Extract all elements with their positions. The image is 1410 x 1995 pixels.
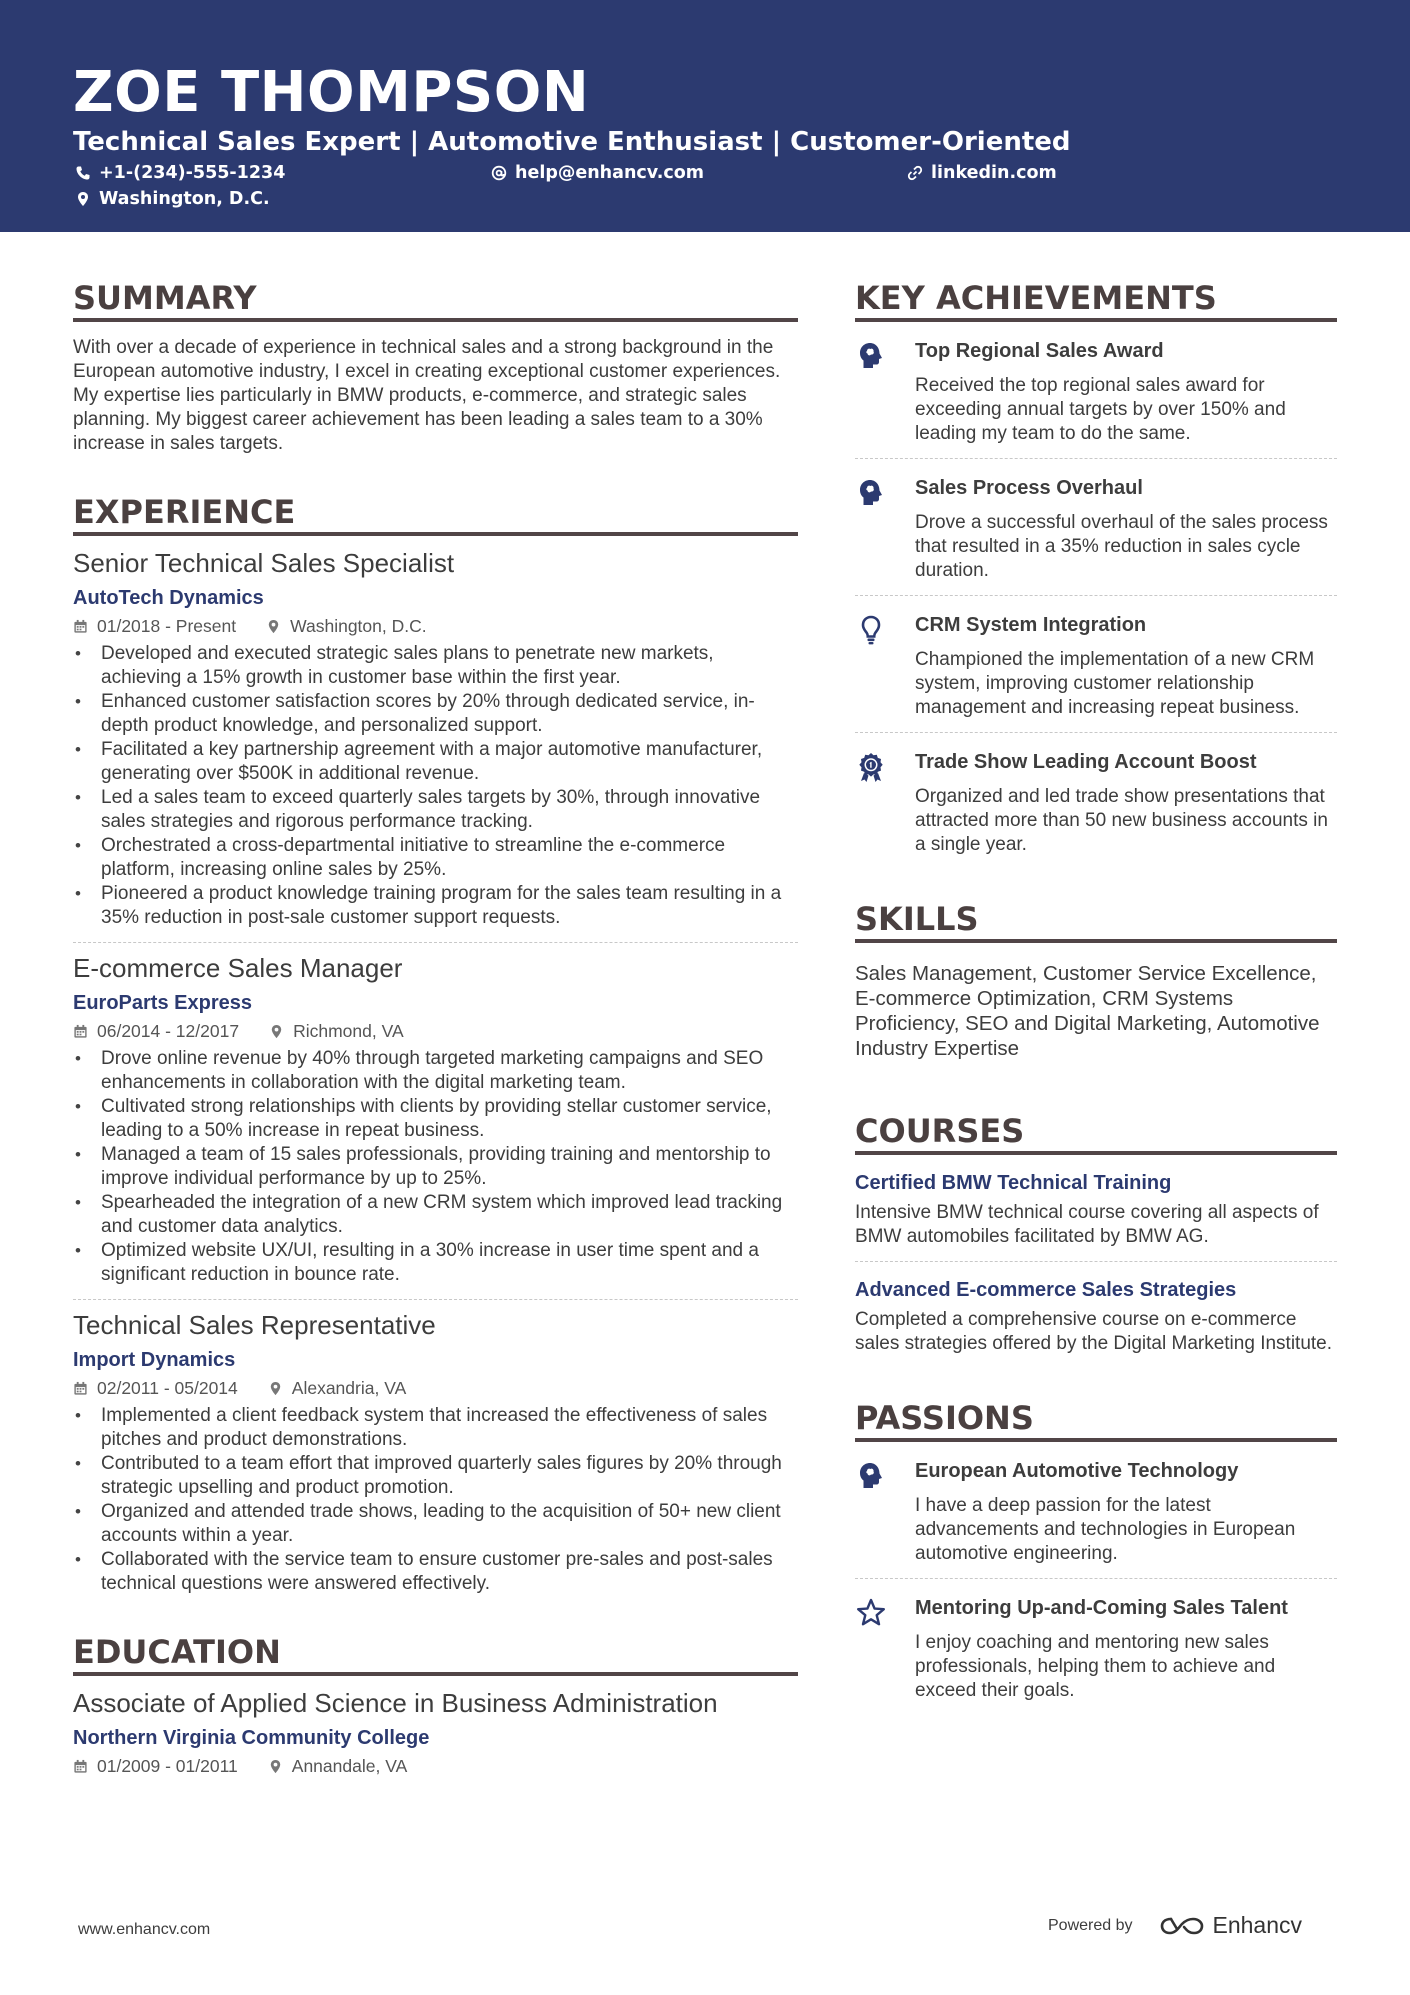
job-bullet: • Collaborated with the service team to ensure customer pre-sales and post-sales technical questions were answered effectively. (73, 1548, 798, 1596)
location-text: Washington, D.C. (99, 189, 270, 209)
head-icon (855, 1456, 895, 1566)
job-bullet: • Organized and attended trade shows, leading to the acquisition of 50+ new client accounts within a year. (73, 1500, 798, 1548)
achievement-desc: Drove a successful overhaul of the sales process that resulted in a 35% reduction in sales cycle duration. (915, 512, 1328, 581)
map-pin-icon (268, 1759, 283, 1774)
passion-item (855, 1579, 1337, 1715)
skills-section (855, 899, 1337, 1061)
job-bullet: • Contributed to a team effort that improved quarterly sales figures by 20% through strategic upselling and product promotion. (73, 1452, 798, 1500)
course-item (855, 1155, 1337, 1262)
footer-website[interactable]: www.enhancv.com (78, 1921, 211, 1938)
passions-section (855, 1398, 1337, 1715)
education-entry (73, 1676, 798, 1778)
contact-email[interactable] (491, 161, 704, 185)
job-bullet: • Implemented a client feedback system that increased the effectiveness of sales pitches and product demonstrations. (73, 1404, 798, 1452)
course-desc: Intensive BMW technical course covering all aspects of BMW automobiles facilitated by BMW AG. (855, 1202, 1319, 1247)
contact-location (75, 187, 270, 211)
achievement-title: CRM System Integration (915, 614, 1147, 636)
passion-item (855, 1442, 1337, 1579)
achievement-title: Sales Process Overhaul (915, 477, 1143, 499)
job-bullet: • Led a sales team to exceed quarterly sales targets by 30%, through innovative sales strategies and rigorous performance tracking. (73, 786, 798, 834)
candidate-name: ZOE THOMPSON (73, 60, 590, 125)
experience-entry (73, 943, 798, 1300)
skills-text: Sales Management, Customer Service Excellence, E-commerce Optimization, CRM Systems Proficiency, SEO and Digital Marketing, Automotive Industry Expertise (855, 962, 1320, 1060)
course-title: Advanced E-commerce Sales Strategies (855, 1279, 1237, 1301)
footer-branding (1048, 1912, 1302, 1939)
enhancv-logo[interactable] (1159, 1912, 1303, 1939)
award-ribbon-icon (855, 747, 895, 857)
section-title-experience: EXPERIENCE (73, 492, 798, 536)
head-icon (855, 473, 895, 583)
section-title-key-achievements: KEY ACHIEVEMENTS (855, 278, 1337, 322)
calendar-icon (73, 1759, 88, 1774)
at-icon (491, 165, 507, 181)
link-icon (907, 165, 923, 181)
job-bullet: • Developed and executed strategic sales plans to penetrate new markets, achieving a 15% growth in customer base within the first year. (73, 642, 798, 690)
section-title-courses: COURSES (855, 1111, 1337, 1155)
job-bullet: • Enhanced customer satisfaction scores by 20% through dedicated service, in-depth product knowledge, and personalized support. (73, 690, 798, 738)
achievement-body (915, 473, 1337, 583)
job-dates: 02/2011 - 05/2014 (97, 1378, 238, 1398)
achievement-desc: Organized and led trade show presentations that attracted more than 50 new business accounts in a single year. (915, 786, 1328, 855)
job-bullet: • Drove online revenue by 40% through targeted marketing campaigns and SEO enhancements in collaboration with the digital marketing team. (73, 1047, 798, 1095)
section-title-summary: SUMMARY (73, 278, 798, 322)
achievement-item (855, 596, 1337, 733)
passion-desc: I enjoy coaching and mentoring new sales professionals, helping them to achieve and exceed their goals. (915, 1632, 1276, 1701)
passion-body (915, 1456, 1337, 1566)
education-meta (73, 1754, 798, 1778)
achievement-body (915, 747, 1337, 857)
education-dates: 01/2009 - 01/2011 (97, 1756, 238, 1776)
job-bullet: • Cultivated strong relationships with clients by providing stellar customer service, leading to a 50% increase in repeat business. (73, 1095, 798, 1143)
experience-entry (73, 536, 798, 943)
job-dates: 01/2018 - Present (97, 616, 237, 636)
calendar-icon (73, 1024, 88, 1039)
job-location: Richmond, VA (293, 1021, 404, 1041)
section-title-education: EDUCATION (73, 1632, 798, 1676)
candidate-headline: Technical Sales Expert | Automotive Enthusiast | Customer-Oriented (73, 127, 1071, 157)
achievement-item (855, 459, 1337, 596)
section-title-passions: PASSIONS (855, 1398, 1337, 1442)
job-dates: 06/2014 - 12/2017 (97, 1021, 240, 1041)
company-name: EuroParts Express (73, 992, 252, 1014)
head-icon (855, 336, 895, 446)
map-pin-icon (269, 1024, 284, 1039)
summary-text: With over a decade of experience in technical sales and a strong background in the European automotive industry, I excel in creating exceptional customer experiences. My expertise lies particularly in BMW products, e-commerce, and strategic sales planning. My biggest career achievement has been leading a sales team to a 30% increase in sales targets. (73, 337, 781, 454)
job-bullet: • Optimized website UX/UI, resulting in a 30% increase in user time spent and a significant reduction in bounce rate. (73, 1239, 798, 1287)
calendar-icon (73, 619, 88, 634)
job-bullets (73, 1047, 798, 1287)
job-bullet: • Facilitated a key partnership agreement with a major automotive manufacturer, generating over $500K in additional revenue. (73, 738, 798, 786)
course-title: Certified BMW Technical Training (855, 1172, 1172, 1194)
resume-header (0, 0, 1410, 232)
map-pin-icon (266, 619, 281, 634)
phone-text: +1-(234)-555-1234 (99, 163, 286, 183)
school-name: Northern Virginia Community College (73, 1727, 430, 1749)
achievement-title: Top Regional Sales Award (915, 340, 1164, 362)
summary-section (73, 278, 798, 456)
contact-phone[interactable] (75, 161, 285, 185)
passion-title: Mentoring Up-and-Coming Sales Talent (915, 1597, 1288, 1619)
experience-entry (73, 1300, 798, 1608)
achievement-item (855, 733, 1337, 869)
course-item (855, 1262, 1337, 1368)
map-pin-icon (268, 1381, 283, 1396)
company-name: Import Dynamics (73, 1349, 236, 1371)
job-title: Technical Sales Representative (73, 1310, 436, 1340)
phone-icon (75, 165, 91, 181)
lightbulb-icon (855, 610, 895, 720)
passion-title: European Automotive Technology (915, 1460, 1239, 1482)
job-meta (73, 614, 798, 638)
achievement-desc: Received the top regional sales award for exceeding annual targets by over 150% and leading my team to do the same. (915, 375, 1286, 444)
job-bullet: • Orchestrated a cross-departmental initiative to streamline the e-commerce platform, increasing online sales by 25%. (73, 834, 798, 882)
achievement-desc: Championed the implementation of a new CRM system, improving customer relationship management and increasing repeat business. (915, 649, 1315, 718)
degree-title: Associate of Applied Science in Business Administration (73, 1688, 718, 1718)
right-column (855, 278, 1337, 1715)
calendar-icon (73, 1381, 88, 1396)
left-column (73, 278, 798, 1778)
powered-by-label: Powered by (1048, 1916, 1133, 1934)
education-location: Annandale, VA (291, 1756, 408, 1776)
education-section (73, 1632, 798, 1778)
key-achievements-section (855, 278, 1337, 869)
job-bullet: • Spearheaded the integration of a new CRM system which improved lead tracking and customer data analytics. (73, 1191, 798, 1239)
achievement-body (915, 610, 1337, 720)
job-title: E-commerce Sales Manager (73, 953, 403, 983)
linkedin-text: linkedin.com (931, 163, 1057, 183)
course-desc: Completed a comprehensive course on e-commerce sales strategies offered by the Digital Marketing Institute. (855, 1309, 1333, 1354)
star-icon (855, 1593, 895, 1703)
job-location: Alexandria, VA (291, 1378, 407, 1398)
infinity-logo-icon (1159, 1915, 1205, 1937)
experience-section (73, 492, 798, 1608)
section-title-skills: SKILLS (855, 899, 1337, 943)
courses-section (855, 1111, 1337, 1368)
achievement-body (915, 336, 1337, 446)
email-text: help@enhancv.com (515, 163, 705, 183)
job-bullets (73, 642, 798, 930)
achievement-item (855, 322, 1337, 459)
job-bullets (73, 1404, 798, 1596)
achievement-title: Trade Show Leading Account Boost (915, 751, 1257, 773)
job-meta (73, 1019, 798, 1043)
job-bullet: • Managed a team of 15 sales professionals, providing training and mentorship to improve individual performance by up to 25%. (73, 1143, 798, 1191)
contact-linkedin[interactable] (907, 161, 1057, 185)
passion-body (915, 1593, 1337, 1703)
brand-name: Enhancv (1212, 1912, 1303, 1938)
passion-desc: I have a deep passion for the latest advancements and technologies in European automotive engineering. (915, 1495, 1296, 1564)
company-name: AutoTech Dynamics (73, 587, 264, 609)
map-pin-icon (75, 191, 91, 207)
job-title: Senior Technical Sales Specialist (73, 548, 455, 578)
job-location: Washington, D.C. (290, 616, 427, 636)
job-meta (73, 1376, 798, 1400)
job-bullet: • Pioneered a product knowledge training program for the sales team resulting in a 35% reduction in post-sale customer support requests. (73, 882, 798, 930)
